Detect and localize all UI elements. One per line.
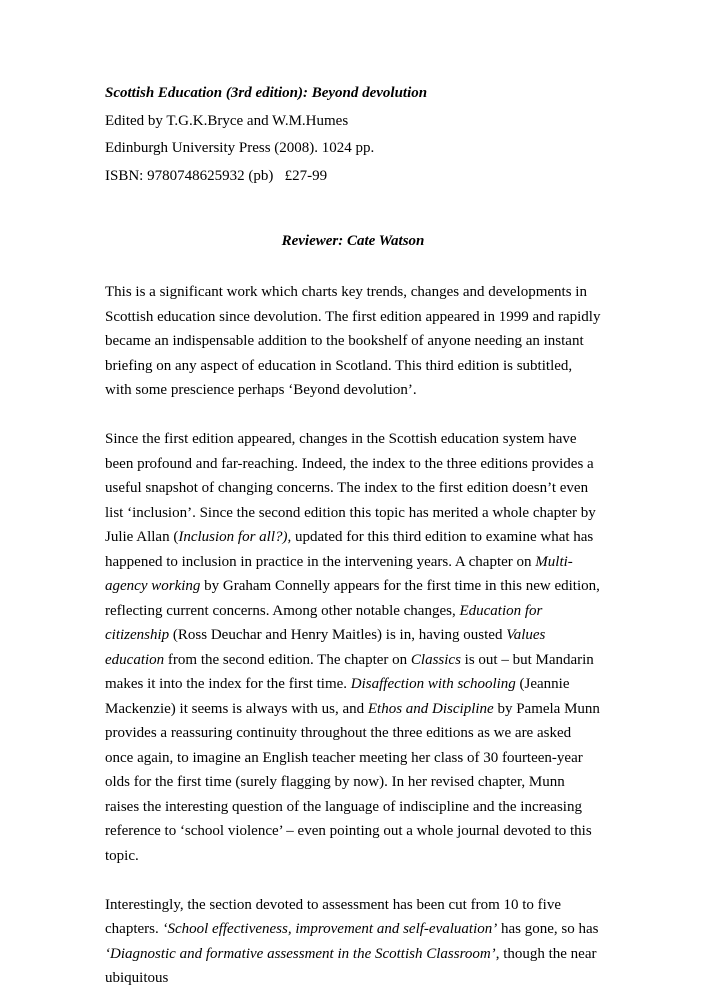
italic-text-run: Inclusion for all?), bbox=[178, 529, 292, 545]
text-run: Since the first edition appeared, changes in the Scottish education system have been profound and far-reaching. Indeed, the index to the three editions provides a useful snapshot of changing concerns. The index to the first edition doesn’t even list ‘inclusion’. Since the second edition this topic has merited a whole chapter by Julie Allan ( bbox=[105, 431, 596, 545]
italic-text-run: Education for citizenship bbox=[105, 602, 543, 643]
book-title: Scottish Education (3rd edition): Beyond devolution bbox=[105, 85, 428, 101]
italic-text-run: ‘School effectiveness, improvement and self-evaluation’ bbox=[162, 921, 498, 937]
reviewer-line: Reviewer: Cate Watson bbox=[281, 233, 425, 249]
book-publisher: Edinburgh University Press (2008). 1024 pp. bbox=[105, 140, 375, 156]
text-run: This is a significant work which charts key trends, changes and developments in Scottish education since devolution. The first edition appeared in 1999 and rapidly became an indispensable addition to the bookshelf of anyone needing an instant briefing on any aspect of education in Scotland. This third edition is subtitled, with some prescience perhaps ‘Beyond devolution’. bbox=[105, 284, 601, 398]
italic-text-run: Multi-agency working bbox=[105, 553, 573, 594]
italic-text-run: Disaffection with schooling bbox=[350, 676, 516, 692]
text-run: (Ross Deuchar and Henry Maitles) is in, having ousted bbox=[169, 627, 507, 643]
paragraph bbox=[105, 893, 601, 991]
review-body bbox=[105, 280, 601, 991]
italic-text-run: Ethos and Discipline bbox=[367, 700, 494, 717]
text-run: Interestingly, the section devoted to assessment has been cut from 10 to five chapters. bbox=[105, 896, 561, 937]
paragraph bbox=[105, 280, 601, 403]
text-run: has gone, so has bbox=[497, 921, 599, 937]
text-run: , though the near ubiquitous bbox=[105, 945, 597, 986]
text-run: updated for this third edition to examine what has happened to inclusion in practice in the intervening years. A chapter on bbox=[105, 529, 594, 570]
book-details-block bbox=[105, 80, 601, 190]
paragraph bbox=[105, 427, 601, 868]
text-run: by Pamela Munn provides a reassuring continuity throughout the three editions as we are asked once again, to imagine an English teacher meeting her class of 30 fourteen-year olds for the first time (surely flagging by now). In her revised chapter, Munn raises the interesting question of the language of indiscipline and the increasing reference to ‘school violence’ – even pointing out a whole journal devoted to this topic. bbox=[105, 700, 600, 864]
italic-text-run: ‘Diagnostic and formative assessment in the Scottish Classroom’ bbox=[105, 945, 496, 962]
text-run: from the second edition. The chapter on bbox=[164, 651, 411, 668]
text-run: (Jeannie Mackenzie) it seems is always with us, and bbox=[105, 676, 570, 717]
book-editors: Edited by T.G.K.Bryce and W.M.Humes bbox=[105, 112, 349, 129]
text-run: is out – but Mandarin makes it into the index for the first time. bbox=[105, 651, 594, 692]
italic-text-run: Values education bbox=[105, 627, 546, 668]
book-isbn-price: ISBN: 9780748625932 (pb) £27-99 bbox=[105, 167, 328, 184]
italic-text-run: Classics bbox=[410, 651, 461, 668]
text-run: by Graham Connelly appears for the first time in this new edition, reflecting current concerns. Among other notable changes, bbox=[105, 578, 600, 619]
